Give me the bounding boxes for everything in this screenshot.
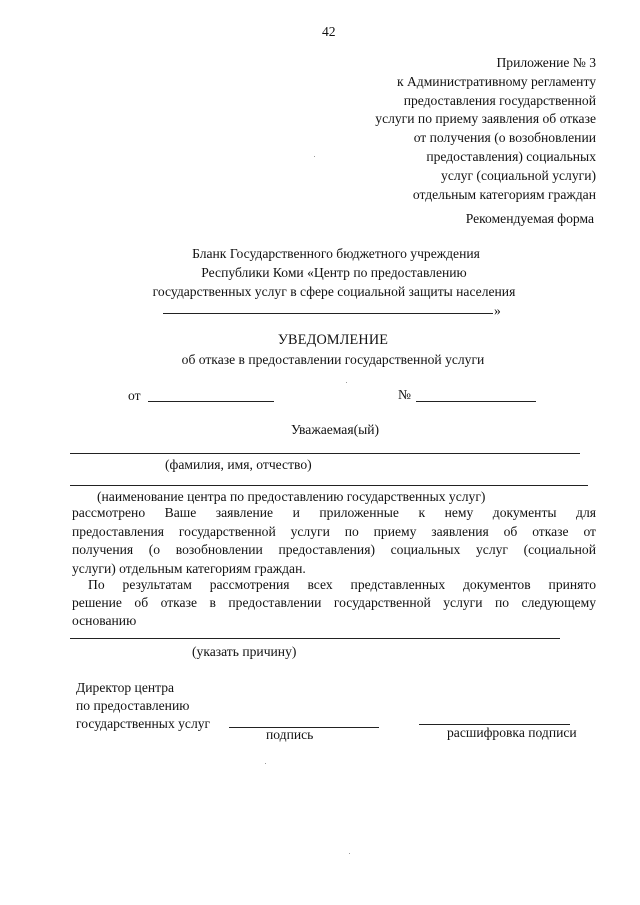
scan-speck (349, 853, 350, 854)
director-line: по предоставлению (76, 698, 190, 713)
from-label: от (128, 388, 141, 403)
reason-caption: (указать причину) (192, 644, 297, 659)
director-line: Директор центра (76, 680, 175, 695)
center-caption: (наименование центра по предоставлению государственных услуг) (97, 489, 486, 504)
director-line: государственных услуг (76, 716, 211, 731)
body-line: предоставления государственной услуги по приему заявления об отказе от (72, 524, 596, 539)
blank-line: Бланк Государственного бюджетного учреждения (192, 246, 480, 261)
notice-title: УВЕДОМЛЕНИЕ (277, 332, 389, 348)
appendix-block (266, 54, 596, 203)
appendix-line: предоставления государственной (403, 92, 596, 108)
reason-field[interactable] (70, 638, 560, 639)
appendix-line: услуги по приему заявления об отказе (375, 111, 596, 127)
blank-line: государственных услуг в сфере социальной защиты населения (152, 284, 516, 299)
number-field[interactable] (416, 401, 536, 402)
body-line: решение об отказе в предоставлении государственной услуги по следующему (72, 595, 596, 610)
date-field[interactable] (148, 401, 274, 402)
salutation: Уважаемая(ый) (290, 422, 380, 437)
appendix-line: к Административному регламенту (396, 73, 596, 89)
appendix-line: отдельным категориям граждан (412, 186, 596, 202)
page-number: 42 (322, 24, 336, 39)
fio-field[interactable] (70, 453, 580, 454)
scan-speck (346, 382, 347, 383)
notice-subtitle: об отказе в предоставлении государственной услуги (181, 352, 485, 367)
center-name-field[interactable] (70, 485, 588, 486)
blank-quote-close: » (494, 303, 501, 318)
blank-underline (163, 313, 493, 314)
appendix-line: Приложение № 3 (496, 55, 596, 70)
signature-caption: подпись (266, 727, 314, 742)
scan-speck (314, 156, 315, 157)
body-line: услуги) отдельным категориям граждан. (72, 561, 306, 576)
recommended-form-label: Рекомендуемая форма (465, 211, 594, 226)
appendix-line: от получения (о возобновлении (413, 130, 596, 146)
body-line: получения (о возобновлении предоставления) социальных услуг (социальной (72, 542, 596, 557)
body-line: По результатам рассмотрения всех представленных документов принято (88, 577, 596, 592)
decoding-caption: расшифровка подписи (447, 725, 577, 740)
appendix-line: предоставления) социальных (426, 148, 596, 164)
body-line: рассмотрено Ваше заявление и приложенные к нему документы для (72, 505, 596, 520)
fio-caption: (фамилия, имя, отчество) (165, 457, 312, 472)
number-label: № (398, 387, 411, 402)
blank-line: Республики Коми «Центр по предоставлению (201, 265, 467, 280)
body-line: основанию (72, 613, 137, 628)
scan-speck (265, 763, 266, 764)
appendix-line: услуг (социальной услуги) (441, 167, 596, 183)
